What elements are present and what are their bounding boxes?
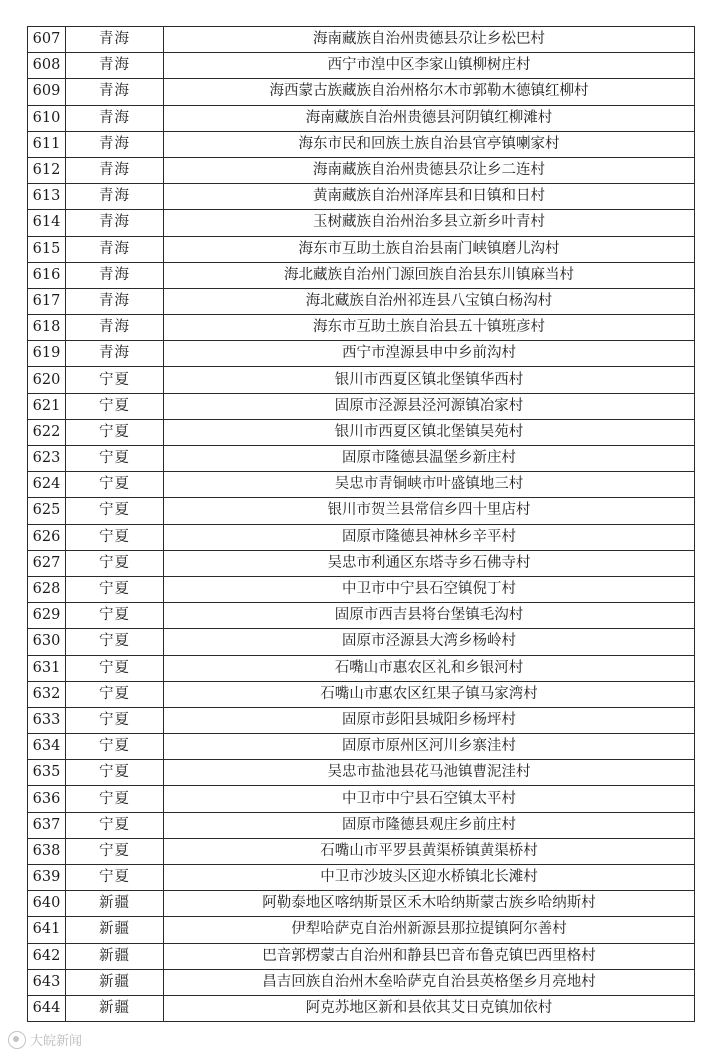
province-cell: 青海 — [66, 288, 164, 314]
row-number: 627 — [28, 550, 66, 576]
row-number: 631 — [28, 655, 66, 681]
table-row — [28, 734, 695, 760]
row-number: 628 — [28, 576, 66, 602]
row-number: 623 — [28, 446, 66, 472]
table-row — [28, 210, 695, 236]
row-number: 639 — [28, 865, 66, 891]
village-name-cell: 固原市原州区河川乡寨洼村 — [164, 734, 695, 760]
row-number: 610 — [28, 105, 66, 131]
province-cell: 宁夏 — [66, 681, 164, 707]
village-name-cell: 吴忠市利通区东塔寺乡石佛寺村 — [164, 550, 695, 576]
village-name-cell: 阿克苏地区新和县依其艾日克镇加依村 — [164, 995, 695, 1021]
village-name-cell: 西宁市湟中区李家山镇柳树庄村 — [164, 53, 695, 79]
province-cell: 宁夏 — [66, 603, 164, 629]
province-cell: 宁夏 — [66, 524, 164, 550]
table-row — [28, 367, 695, 393]
table-row — [28, 760, 695, 786]
row-number: 629 — [28, 603, 66, 629]
village-name-cell: 中卫市中宁县石空镇太平村 — [164, 786, 695, 812]
province-cell: 宁夏 — [66, 707, 164, 733]
village-name-cell: 固原市泾源县泾河源镇冶家村 — [164, 393, 695, 419]
province-cell: 青海 — [66, 131, 164, 157]
province-cell: 青海 — [66, 53, 164, 79]
row-number: 626 — [28, 524, 66, 550]
province-cell: 宁夏 — [66, 655, 164, 681]
table-row — [28, 184, 695, 210]
province-cell: 宁夏 — [66, 760, 164, 786]
table-row — [28, 105, 695, 131]
village-name-cell: 固原市隆德县温堡乡新庄村 — [164, 446, 695, 472]
watermark-text: 大皖新闻 — [30, 1034, 83, 1049]
row-number: 640 — [28, 891, 66, 917]
village-name-cell: 中卫市沙坡头区迎水桥镇北长滩村 — [164, 865, 695, 891]
province-cell: 青海 — [66, 105, 164, 131]
province-cell: 宁夏 — [66, 629, 164, 655]
table-row — [28, 865, 695, 891]
table-row — [28, 393, 695, 419]
table-row — [28, 524, 695, 550]
province-cell: 宁夏 — [66, 734, 164, 760]
table-row — [28, 786, 695, 812]
province-cell: 宁夏 — [66, 446, 164, 472]
village-name-cell: 石嘴山市惠农区礼和乡银河村 — [164, 655, 695, 681]
row-number: 642 — [28, 943, 66, 969]
table-row — [28, 236, 695, 262]
table-row — [28, 131, 695, 157]
row-number: 633 — [28, 707, 66, 733]
province-cell: 新疆 — [66, 995, 164, 1021]
village-name-cell: 银川市西夏区镇北堡镇吴苑村 — [164, 419, 695, 445]
province-cell: 新疆 — [66, 943, 164, 969]
province-cell: 青海 — [66, 210, 164, 236]
village-name-cell: 海东市民和回族土族自治县官亭镇喇家村 — [164, 131, 695, 157]
province-cell: 青海 — [66, 184, 164, 210]
village-name-cell: 玉树藏族自治州治多县立新乡叶青村 — [164, 210, 695, 236]
row-number: 643 — [28, 969, 66, 995]
table-row — [28, 969, 695, 995]
village-name-cell: 西宁市湟源县申中乡前沟村 — [164, 341, 695, 367]
table-row — [28, 498, 695, 524]
village-name-cell: 海南藏族自治州贵德县尕让乡松巴村 — [164, 27, 695, 53]
row-number: 635 — [28, 760, 66, 786]
village-name-cell: 海北藏族自治州祁连县八宝镇白杨沟村 — [164, 288, 695, 314]
village-name-cell: 吴忠市盐池县花马池镇曹泥洼村 — [164, 760, 695, 786]
table-row — [28, 943, 695, 969]
table-row — [28, 341, 695, 367]
row-number: 621 — [28, 393, 66, 419]
table-row — [28, 472, 695, 498]
village-name-cell: 海南藏族自治州贵德县河阴镇红柳滩村 — [164, 105, 695, 131]
row-number: 616 — [28, 262, 66, 288]
province-cell: 宁夏 — [66, 393, 164, 419]
village-name-cell: 固原市隆德县观庄乡前庄村 — [164, 812, 695, 838]
province-cell: 青海 — [66, 157, 164, 183]
village-list-table — [27, 26, 695, 1022]
table-row — [28, 812, 695, 838]
table-row — [28, 576, 695, 602]
province-cell: 新疆 — [66, 917, 164, 943]
village-name-cell: 昌吉回族自治州木垒哈萨克自治县英格堡乡月亮地村 — [164, 969, 695, 995]
village-name-cell: 银川市西夏区镇北堡镇华西村 — [164, 367, 695, 393]
province-cell: 青海 — [66, 79, 164, 105]
table-row — [28, 53, 695, 79]
village-name-cell: 海西蒙古族藏族自治州格尔木市郭勒木德镇红柳村 — [164, 79, 695, 105]
row-number: 638 — [28, 838, 66, 864]
row-number: 613 — [28, 184, 66, 210]
row-number: 632 — [28, 681, 66, 707]
table-body — [28, 27, 695, 1022]
province-cell: 宁夏 — [66, 576, 164, 602]
village-name-cell: 海北藏族自治州门源回族自治县东川镇麻当村 — [164, 262, 695, 288]
row-number: 617 — [28, 288, 66, 314]
row-number: 607 — [28, 27, 66, 53]
table-row — [28, 995, 695, 1021]
row-number: 637 — [28, 812, 66, 838]
village-name-cell: 海东市互助土族自治县五十镇班彦村 — [164, 315, 695, 341]
village-name-cell: 石嘴山市平罗县黄渠桥镇黄渠桥村 — [164, 838, 695, 864]
village-name-cell: 固原市隆德县神林乡辛平村 — [164, 524, 695, 550]
province-cell: 宁夏 — [66, 367, 164, 393]
village-name-cell: 石嘴山市惠农区红果子镇马家湾村 — [164, 681, 695, 707]
row-number: 636 — [28, 786, 66, 812]
province-cell: 新疆 — [66, 891, 164, 917]
province-cell: 青海 — [66, 27, 164, 53]
province-cell: 青海 — [66, 341, 164, 367]
table-row — [28, 550, 695, 576]
row-number: 622 — [28, 419, 66, 445]
row-number: 641 — [28, 917, 66, 943]
table-row — [28, 707, 695, 733]
village-list-table-container — [27, 26, 694, 1022]
row-number: 624 — [28, 472, 66, 498]
table-row — [28, 603, 695, 629]
village-name-cell: 黄南藏族自治州泽库县和日镇和日村 — [164, 184, 695, 210]
village-name-cell: 海东市互助土族自治县南门峡镇磨儿沟村 — [164, 236, 695, 262]
village-name-cell: 固原市泾源县大湾乡杨岭村 — [164, 629, 695, 655]
province-cell: 青海 — [66, 262, 164, 288]
row-number: 615 — [28, 236, 66, 262]
table-row — [28, 681, 695, 707]
table-row — [28, 655, 695, 681]
province-cell: 宁夏 — [66, 472, 164, 498]
table-row — [28, 262, 695, 288]
row-number: 644 — [28, 995, 66, 1021]
province-cell: 宁夏 — [66, 550, 164, 576]
row-number: 630 — [28, 629, 66, 655]
table-row — [28, 27, 695, 53]
village-name-cell: 中卫市中宁县石空镇倪丁村 — [164, 576, 695, 602]
row-number: 611 — [28, 131, 66, 157]
village-name-cell: 海南藏族自治州贵德县尕让乡二连村 — [164, 157, 695, 183]
village-name-cell: 吴忠市青铜峡市叶盛镇地三村 — [164, 472, 695, 498]
row-number: 609 — [28, 79, 66, 105]
table-row — [28, 891, 695, 917]
province-cell: 宁夏 — [66, 498, 164, 524]
row-number: 625 — [28, 498, 66, 524]
village-name-cell: 巴音郭楞蒙古自治州和静县巴音布鲁克镇巴西里格村 — [164, 943, 695, 969]
province-cell: 青海 — [66, 236, 164, 262]
table-row — [28, 838, 695, 864]
village-name-cell: 固原市彭阳县城阳乡杨坪村 — [164, 707, 695, 733]
table-row — [28, 629, 695, 655]
village-name-cell: 银川市贺兰县常信乡四十里店村 — [164, 498, 695, 524]
table-row — [28, 79, 695, 105]
row-number: 619 — [28, 341, 66, 367]
table-row — [28, 157, 695, 183]
row-number: 612 — [28, 157, 66, 183]
watermark — [8, 1030, 82, 1049]
table-row — [28, 917, 695, 943]
row-number: 618 — [28, 315, 66, 341]
table-row — [28, 315, 695, 341]
row-number: 608 — [28, 53, 66, 79]
province-cell: 宁夏 — [66, 812, 164, 838]
province-cell: 青海 — [66, 315, 164, 341]
province-cell: 宁夏 — [66, 838, 164, 864]
table-row — [28, 419, 695, 445]
table-row — [28, 288, 695, 314]
row-number: 620 — [28, 367, 66, 393]
village-name-cell: 阿勒泰地区喀纳斯景区禾木哈纳斯蒙古族乡哈纳斯村 — [164, 891, 695, 917]
province-cell: 宁夏 — [66, 786, 164, 812]
village-name-cell: 伊犁哈萨克自治州新源县那拉提镇阿尔善村 — [164, 917, 695, 943]
village-name-cell: 固原市西吉县将台堡镇毛沟村 — [164, 603, 695, 629]
province-cell: 宁夏 — [66, 419, 164, 445]
province-cell: 新疆 — [66, 969, 164, 995]
province-cell: 宁夏 — [66, 865, 164, 891]
camera-lens-icon — [8, 1031, 26, 1049]
table-row — [28, 446, 695, 472]
row-number: 614 — [28, 210, 66, 236]
row-number: 634 — [28, 734, 66, 760]
